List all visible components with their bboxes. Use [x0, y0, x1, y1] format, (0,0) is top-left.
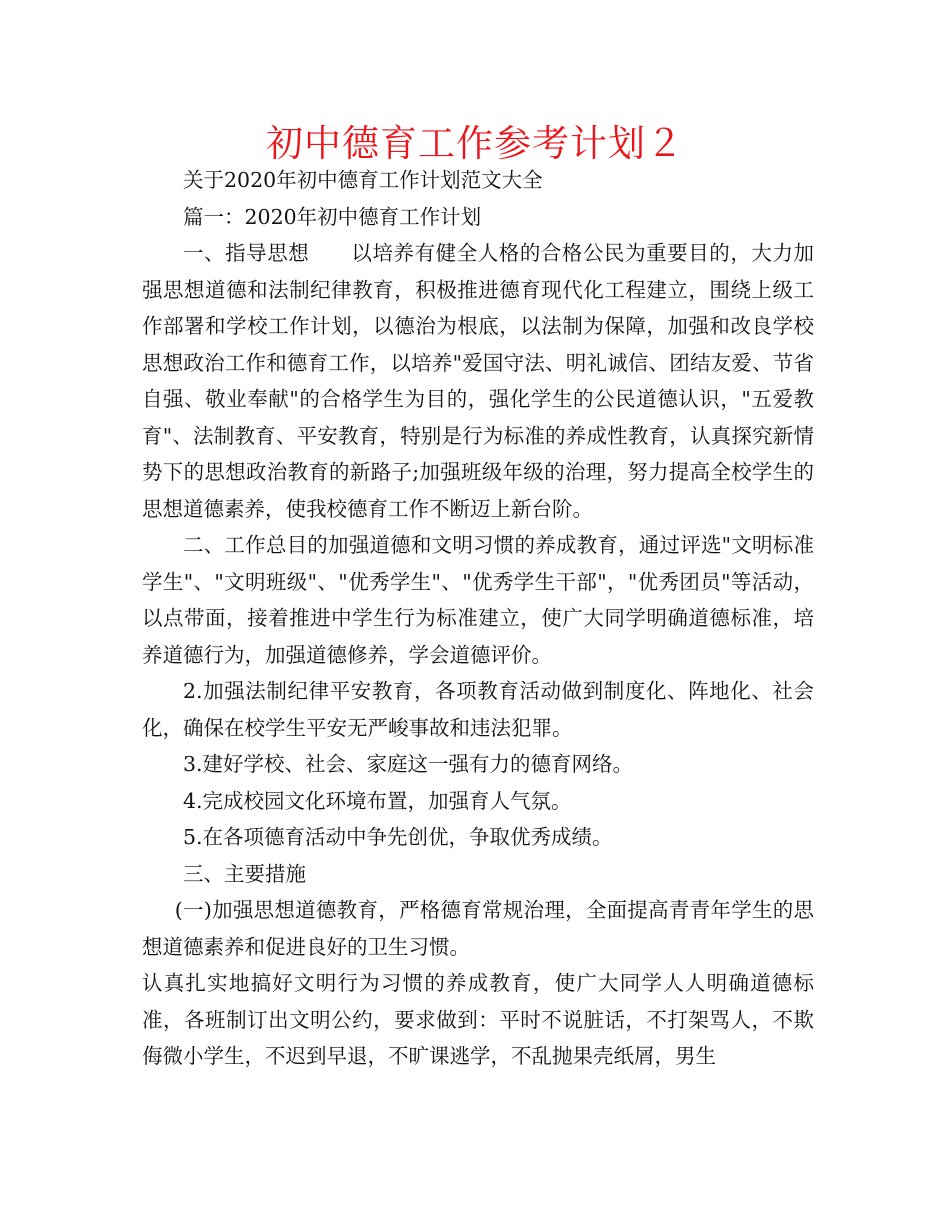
- document-body: [142, 162, 814, 1075]
- paragraph-guiding-ideology: 一、指导思想 以培养有健全人格的合格公民为重要目的，大力加强思想道德和法制纪律教育，积极推进德育现代化工程建立，围绕上级工作部署和学校工作计划，以德治为根底，以法制为保障，加强和改良学校思想政治工作和德育工作，以培养"爱国守法、明礼诚信、团结友爱、节省自强、敬业奉献"的合格学生为目的，强化学生的公民道德认识，"五爱教育"、法制教育、平安教育，特别是行为标准的养成性教育，认真探究新情势下的思想政治教育的新路子;加强班级年级的治理，努力提高全校学生的思想道德素养，使我校德育工作不断迈上新台阶。: [142, 241, 814, 521]
- paragraph-item-5: 5.在各项德育活动中争先创优，争取优秀成绩。: [183, 825, 613, 849]
- paragraph-work-goal: 二、工作总目的加强道德和文明习惯的养成教育，通过评选"文明标准学生"、"文明班级"、"优秀学生"、"优秀学生干部"，"优秀团员"等活动，以点带面，接着推进中学生行为标准建立，使广大同学明确道德标准，培养道德行为，加强道德修养，学会道德评价。: [142, 533, 814, 667]
- paragraph-item-3: 3.建好学校、社会、家庭这一强有力的德育网络。: [183, 752, 634, 776]
- paragraph-civility-habits: 认真扎实地搞好文明行为习惯的养成教育，使广大同学人人明确道德标准，各班制订出文明公约，要求做到：平时不说脏话，不打架骂人，不欺侮微小学生，不迟到早退，不旷课逃学，不乱抛果壳纸屑，男生: [142, 971, 814, 1068]
- paragraph-subtitle: 关于2020年初中德育工作计划范文大全: [183, 168, 543, 192]
- paragraph-item-4: 4.完成校园文化环境布置，加强育人气氛。: [183, 788, 572, 813]
- paragraph-item-2: 2.加强法制纪律平安教育，各项教育活动做到制度化、阵地化、社会化，确保在校学生平安无严峻事故和违法犯罪。: [142, 679, 814, 740]
- paragraph-section-heading: 篇一：2020年初中德育工作计划: [183, 204, 482, 229]
- paragraph-measure-1: (一)加强思想道德教育，严格德育常规治理，全面提高青青年学生的思想道德素养和促进良好的卫生习惯。: [142, 898, 814, 959]
- paragraph-main-measures: 三、主要措施: [183, 861, 306, 886]
- document-title: 初中德育工作参考计划２: [266, 122, 684, 165]
